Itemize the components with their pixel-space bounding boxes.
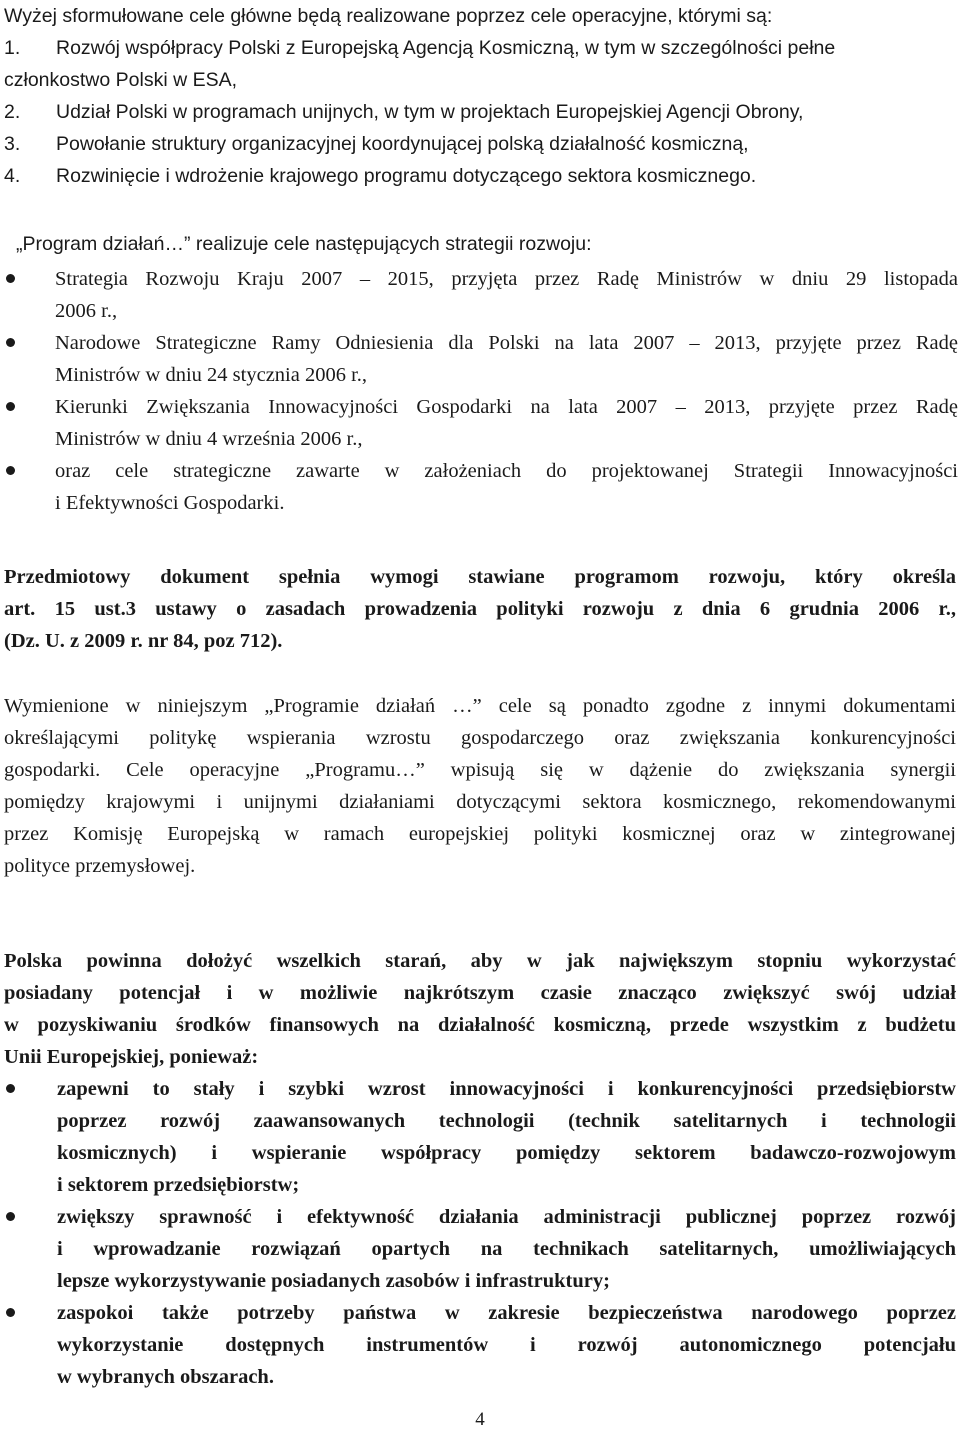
call-line: posiadany potencjał i w możliwie najkrótszym czasie znacząco zwiększyć swój udział [4,982,956,1004]
strategy-item [4,391,958,455]
benefit-text-line: zwiększy sprawność i efektywność działania administracji publicznej poprzez rozwój [57,1206,956,1228]
paragraph-line: Wymienione w niniejszym „Programie działań …” cele są ponadto zgodne z innymi dokumentami [4,695,956,717]
strategy-text-line: Ministrów w dniu 24 stycznia 2006 r., [55,364,368,386]
bullet-icon [6,1084,15,1093]
benefit-text-line: lepsze wykorzystywanie posiadanych zasobów i infrastruktury; [57,1270,610,1292]
program-lead: „Program działań…” realizuje cele następujących strategii rozwoju: [16,233,592,255]
benefit-text-line: poprzez rozwój zaawansowanych technologii (technik satelitarnych i technologii [57,1110,956,1132]
strategy-text-line: Kierunki Zwiększania Innowacyjności Gospodarki na lata 2007 – 2013, przyjęte przez Radę [55,396,958,418]
benefits-list [4,1073,956,1393]
strategy-text-line: Strategia Rozwoju Kraju 2007 – 2015, przyjęta przez Radę Ministrów w dniu 29 listopada [55,268,958,290]
statement-line: art. 15 ust.3 ustawy o zasadach prowadzenia polityki rozwoju z dnia 6 grudnia 2006 r., [4,598,956,620]
paragraph-line: przez Komisję Europejską w ramach europejskiej polityki kosmicznej oraz w zintegrowanej [4,823,956,845]
legal-statement [4,561,956,657]
page-number: 4 [475,1409,485,1430]
benefit-item [4,1297,956,1393]
strategy-text-line: 2006 r., [55,300,118,322]
operational-goals-section [4,0,956,192]
benefit-text-line: zaspokoi także potrzeby państwa w zakresie bezpieczeństwa narodowego poprzez [57,1302,956,1324]
goal-number: 1. [4,37,21,59]
goal-text: Powołanie struktury organizacyjnej koordynującej polską działalność kosmiczną, [56,133,749,155]
benefit-text-line: kosmicznych) i wspieranie współpracy pomiędzy sektorem badawczo-rozwojowym [57,1142,956,1164]
goal-item-2 [4,96,956,128]
goal-text-continuation: członkostwo Polski w ESA, [4,69,238,91]
goal-text: Rozwinięcie i wdrożenie krajowego programu dotyczącego sektora kosmicznego. [56,165,757,187]
program-strategies-section [4,228,958,519]
goal-item-1 [4,32,956,64]
goal-number: 2. [4,101,21,123]
strategy-text-line: Ministrów w dniu 4 września 2006 r., [55,428,363,450]
call-line: w pozyskiwaniu środków finansowych na działalność kosmiczną, przede wszystkim z budżetu [4,1014,956,1036]
goal-text: Rozwój współpracy Polski z Europejską Agencją Kosmiczną, w tym w szczególności pełne [56,37,836,59]
bullet-icon [6,402,15,411]
strategy-list [4,263,958,519]
strategy-item [4,327,958,391]
benefit-item [4,1073,956,1201]
statement-line: (Dz. U. z 2009 r. nr 84, poz 712). [4,630,283,652]
strategy-text-line: oraz cele strategiczne zawarte w założeniach do projektowanej Strategii Innowacyjności [55,460,958,482]
goal-item-4 [4,160,956,192]
strategy-text-line: i Efektywności Gospodarki. [55,492,285,514]
bullet-icon [6,1308,15,1317]
goal-text: Udział Polski w programach unijnych, w tym w projektach Europejskiej Agencji Obrony, [56,101,804,123]
bullet-icon [6,466,15,475]
strategy-text-line: Narodowe Strategiczne Ramy Odniesienia dla Polski na lata 2007 – 2013, przyjęte przez Radę [55,332,958,354]
benefit-text-line: zapewni to stały i szybki wzrost innowacyjności i konkurencyjności przedsiębiorstw [57,1078,956,1100]
bullet-icon [6,274,15,283]
call-line: Unii Europejskiej, ponieważ: [4,1046,259,1068]
benefit-text-line: i wprowadzanie rozwiązań opartych na technikach satelitarnych, umożliwiających [57,1238,956,1260]
bullet-icon [6,1212,15,1221]
paragraph-line: polityce przemysłowej. [4,855,196,877]
intro-lead: Wyżej sformułowane cele główne będą realizowane poprzez cele operacyjne, którymi są: [4,5,773,27]
bullet-icon [6,338,15,347]
goal-number: 3. [4,133,21,155]
benefit-item [4,1201,956,1297]
funding-call-section [4,945,956,1393]
strategy-item [4,263,958,327]
goal-number: 4. [4,165,21,187]
paragraph-line: gospodarki. Cele operacyjne „Programu…” wpisują się w dążenie do zwiększania synergii [4,759,956,781]
paragraph-line: określającymi politykę wspierania wzrostu gospodarczego oraz zwiększania konkurencyjności [4,727,956,749]
call-line: Polska powinna dołożyć wszelkich starań, aby w jak największym stopniu wykorzystać [4,950,956,972]
paragraph-line: pomiędzy krajowymi i unijnymi działaniami dotyczącymi sektora kosmicznego, rekomendowanymi [4,791,956,813]
benefit-text-line: w wybranych obszarach. [57,1366,274,1388]
statement-line: Przedmiotowy dokument spełnia wymogi stawiane programom rozwoju, który określa [4,566,956,588]
goal-item-3 [4,128,956,160]
consistency-paragraph [4,690,956,882]
benefit-text-line: wykorzystanie dostępnych instrumentów i rozwój autonomicznego potencjału [57,1334,956,1356]
benefit-text-line: i sektorem przedsiębiorstw; [57,1174,300,1196]
strategy-item [4,455,958,519]
